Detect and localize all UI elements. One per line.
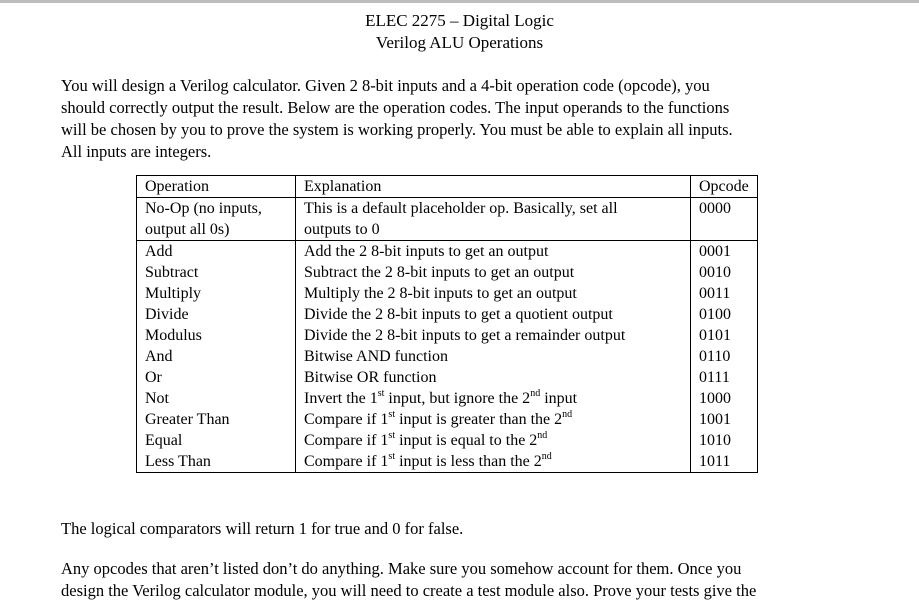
table-row: [137, 388, 758, 409]
intro-line: All inputs are integers.: [61, 142, 212, 161]
opcode-table: [136, 175, 758, 473]
explanation-cell: Divide the 2 8-bit inputs to get a remainder output: [296, 325, 691, 346]
table-row: [137, 346, 758, 367]
explanation-cell: Compare if 1st input is less than the 2nd: [296, 451, 691, 473]
closing-line: Any opcodes that aren’t listed don’t do anything. Make sure you somehow account for them. Once you: [61, 559, 742, 578]
table-row: [137, 198, 758, 241]
opcode-cell: 0100: [691, 304, 758, 325]
header-operation: Operation: [137, 176, 296, 198]
intro-paragraph: [61, 75, 861, 163]
table-row: [137, 367, 758, 388]
table-header-row: [137, 176, 758, 198]
header-opcode: Opcode: [691, 176, 758, 198]
table-row: [137, 304, 758, 325]
operation-cell: No-Op (no inputs, output all 0s): [137, 198, 296, 241]
intro-line: will be chosen by you to prove the system is working properly. You must be able to explain all inputs.: [61, 120, 733, 139]
opcode-cell: 0111: [691, 367, 758, 388]
closing-line: design the Verilog calculator module, you will need to create a test module also. Prove your tests give the: [61, 581, 757, 600]
top-rule: [0, 0, 919, 3]
explanation-cell: Invert the 1st input, but ignore the 2nd input: [296, 388, 691, 409]
table-row: [137, 325, 758, 346]
opcode-cell: 0011: [691, 283, 758, 304]
opcode-table-body: [137, 176, 758, 473]
opcode-cell: 1000: [691, 388, 758, 409]
operation-cell: And: [137, 346, 296, 367]
operation-cell: Modulus: [137, 325, 296, 346]
table-row: [137, 430, 758, 451]
operation-cell: Equal: [137, 430, 296, 451]
operation-cell: Or: [137, 367, 296, 388]
operation-cell: Less Than: [137, 451, 296, 473]
table-row: [137, 241, 758, 263]
document-subtitle: Verilog ALU Operations: [375, 33, 544, 52]
comparator-note: The logical comparators will return 1 for true and 0 for false.: [61, 519, 464, 538]
explanation-cell: Divide the 2 8-bit inputs to get a quotient output: [296, 304, 691, 325]
table-row: [137, 409, 758, 430]
header-explanation: Explanation: [296, 176, 691, 198]
opcode-cell: 1010: [691, 430, 758, 451]
explanation-cell: Multiply the 2 8-bit inputs to get an output: [296, 283, 691, 304]
table-row: [137, 283, 758, 304]
opcode-cell: 0010: [691, 262, 758, 283]
closing-paragraph: [61, 558, 861, 602]
explanation-cell: This is a default placeholder op. Basically, set all outputs to 0: [296, 198, 691, 241]
opcode-cell: 0001: [691, 241, 758, 263]
opcode-cell: 0000: [691, 198, 758, 241]
explanation-cell: Bitwise OR function: [296, 367, 691, 388]
explanation-cell: Bitwise AND function: [296, 346, 691, 367]
explanation-cell: Compare if 1st input is greater than the 2nd: [296, 409, 691, 430]
operation-cell: Subtract: [137, 262, 296, 283]
operation-cell: Divide: [137, 304, 296, 325]
operation-cell: Add: [137, 241, 296, 263]
table-row: [137, 451, 758, 473]
explanation-cell: Add the 2 8-bit inputs to get an output: [296, 241, 691, 263]
intro-line: should correctly output the result. Below are the operation codes. The input operands to the functions: [61, 98, 730, 117]
opcode-cell: 1001: [691, 409, 758, 430]
operation-cell: Not: [137, 388, 296, 409]
operation-cell: Greater Than: [137, 409, 296, 430]
explanation-cell: Subtract the 2 8-bit inputs to get an output: [296, 262, 691, 283]
opcode-cell: 1011: [691, 451, 758, 473]
table-row: [137, 262, 758, 283]
opcode-cell: 0101: [691, 325, 758, 346]
intro-line: You will design a Verilog calculator. Given 2 8-bit inputs and a 4-bit operation code (opcode), you: [61, 76, 710, 95]
explanation-cell: Compare if 1st input is equal to the 2nd: [296, 430, 691, 451]
operation-cell: Multiply: [137, 283, 296, 304]
document-title: ELEC 2275 – Digital Logic: [365, 11, 554, 30]
opcode-cell: 0110: [691, 346, 758, 367]
